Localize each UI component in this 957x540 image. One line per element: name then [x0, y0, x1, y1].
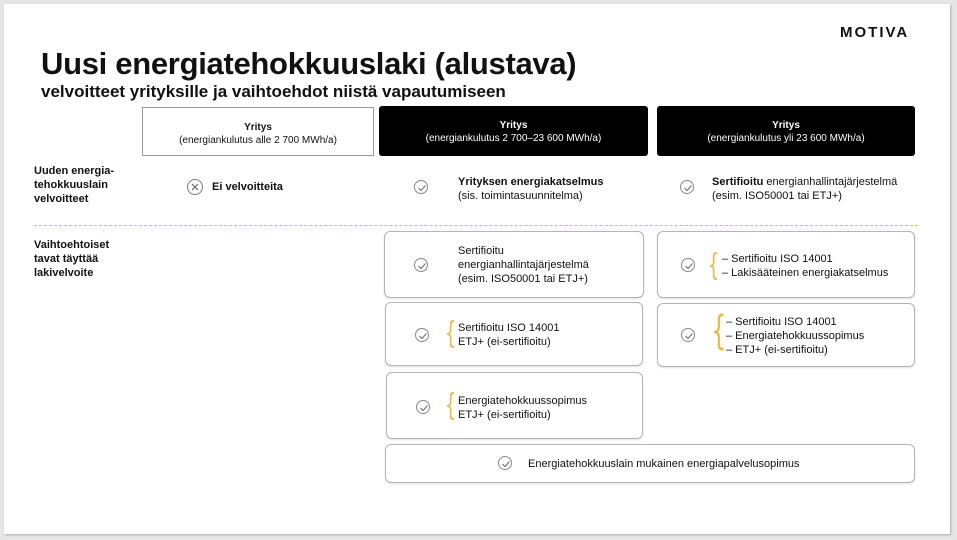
- card-text: [722, 252, 888, 280]
- energy-audit-sub: (sis. toimintasuunnitelma): [458, 190, 583, 202]
- no-obligations-text: Ei velvoitteita: [212, 181, 283, 193]
- check-icon: [414, 180, 428, 194]
- card-line: – ETJ+ (ei-sertifioitu): [726, 344, 828, 356]
- row-label-line: Uuden energia-: [34, 165, 115, 177]
- check-icon: [498, 456, 512, 470]
- column-header-sub: (energiankulutus 2 700–23 600 MWh/a): [425, 133, 602, 144]
- card-line: energianhallintajärjestelmä: [458, 259, 589, 271]
- alternative-card-wide: [385, 444, 915, 483]
- row-divider: [34, 225, 918, 226]
- card-text: [458, 394, 587, 422]
- alternative-card: [657, 231, 915, 298]
- page-title: Uusi energiatehokkuuslaki (alustava): [41, 46, 577, 81]
- card-line: ETJ+ (ei-sertifioitu): [458, 336, 551, 348]
- row-label-obligations: [34, 164, 114, 206]
- check-icon: [415, 328, 429, 342]
- row-label-alternatives: [34, 238, 109, 280]
- check-icon: [681, 258, 695, 272]
- check-icon: [416, 400, 430, 414]
- certified-ems-cell: [712, 175, 897, 203]
- column-header-label: Yritys: [772, 120, 800, 131]
- certified-ems-sub: (esim. ISO50001 tai ETJ+): [712, 190, 842, 202]
- brace-icon: {: [707, 248, 720, 283]
- alternative-card: [386, 372, 643, 439]
- column-header-large: [657, 106, 915, 156]
- page-subtitle: velvoitteet yrityksille ja vaihtoehdot niistä vapautumiseen: [41, 82, 506, 101]
- card-text: [458, 321, 560, 349]
- card-line: (esim. ISO50001 tai ETJ+): [458, 273, 588, 285]
- row-label-line: lakivelvoite: [34, 267, 94, 279]
- brace-icon: {: [444, 316, 457, 351]
- column-header-sub: (energiankulutus alle 2 700 MWh/a): [179, 135, 337, 146]
- energy-audit-cell: [458, 175, 604, 203]
- column-header-label: Yritys: [244, 122, 272, 133]
- card-line: – Lakisääteinen energiakatselmus: [722, 267, 889, 279]
- card-line: Sertifioitu ISO 14001: [458, 322, 560, 334]
- card-line: Sertifioitu: [458, 245, 504, 257]
- card-text: Energiatehokkuuslain mukainen energiapalvelusopimus: [528, 458, 800, 470]
- column-header-small: [142, 107, 374, 156]
- row-label-line: tehokkuuslain: [34, 179, 108, 191]
- card-line: Energiatehokkuussopimus: [458, 395, 588, 407]
- alternative-card: [384, 231, 644, 298]
- check-icon: [681, 328, 695, 342]
- card-text: [726, 315, 864, 357]
- row-label-line: velvoitteet: [34, 193, 89, 205]
- row-label-line: Vaihtoehtoiset: [34, 239, 110, 251]
- check-icon: [680, 180, 694, 194]
- column-header-label: Yritys: [499, 120, 528, 131]
- energy-audit-title: Yrityksen energiakatselmus: [458, 176, 604, 188]
- column-header-sub: (energiankulutus yli 23 600 MWh/a): [707, 133, 865, 144]
- cross-icon: [187, 179, 203, 195]
- column-header-medium: [379, 106, 648, 156]
- card-line: – Energiatehokkuussopimus: [726, 330, 865, 342]
- row-label-line: tavat täyttää: [34, 253, 99, 265]
- certified-ems-title-rest: energianhallintajärjestelmä: [763, 176, 898, 188]
- card-line: ETJ+ (ei-sertifioitu): [458, 409, 551, 421]
- slide: [4, 4, 950, 534]
- check-icon: [414, 258, 428, 272]
- motiva-logo: MOTIVA: [840, 24, 910, 41]
- brace-icon: {: [711, 308, 727, 354]
- card-line: – Sertifioitu ISO 14001: [726, 316, 837, 328]
- card-text: [458, 244, 589, 286]
- certified-ems-title: Sertifioitu: [712, 176, 764, 188]
- alternative-card: [657, 303, 915, 367]
- brace-icon: {: [444, 388, 457, 423]
- alternative-card: [385, 302, 643, 366]
- card-line: – Sertifioitu ISO 14001: [722, 253, 833, 265]
